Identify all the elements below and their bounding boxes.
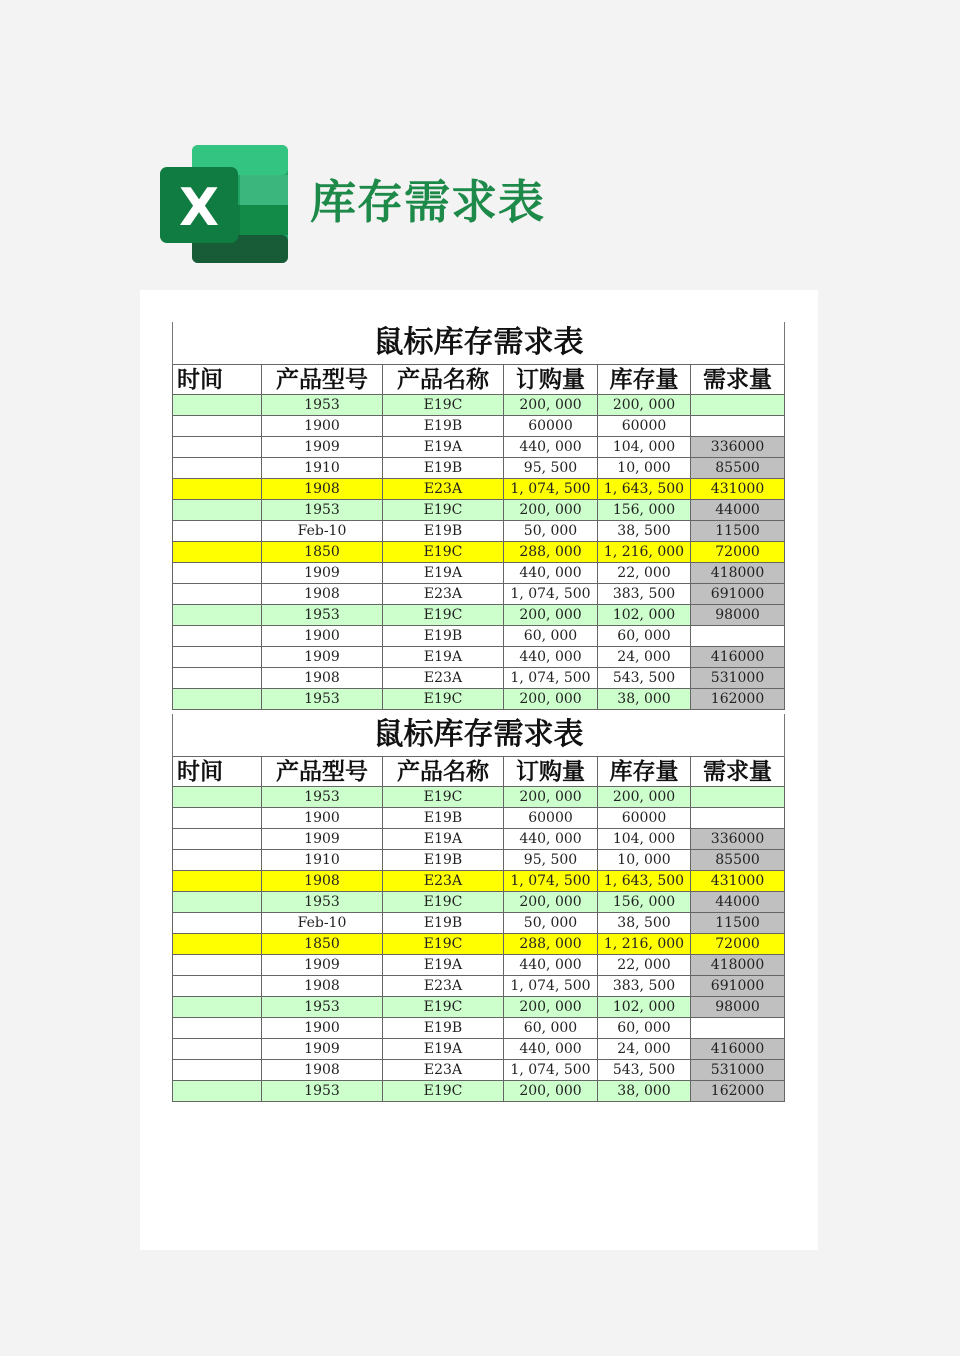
table-row [173,626,785,647]
page-heading: 库存需求表 [310,175,545,229]
demand-table [172,322,785,710]
cell-stock-qty: 543, 500 [598,668,691,689]
table-row [173,605,785,626]
cell-model: 1908 [262,668,383,689]
cell-time [173,626,262,647]
cell-model: 1909 [262,955,383,976]
cell-demand-qty: 418000 [691,955,785,976]
cell-time [173,689,262,710]
cell-model: 1909 [262,563,383,584]
cell-time [173,521,262,542]
cell-time [173,1039,262,1060]
cell-stock-qty: 38, 000 [598,1081,691,1102]
cell-model: 1908 [262,584,383,605]
table-title: 鼠标库存需求表 [173,714,785,757]
cell-demand-qty [691,395,785,416]
cell-product-name: E19C [383,605,504,626]
cell-model: 1900 [262,1018,383,1039]
cell-stock-qty: 22, 000 [598,955,691,976]
cell-model: 1953 [262,395,383,416]
cell-demand-qty: 72000 [691,542,785,563]
cell-stock-qty: 156, 000 [598,500,691,521]
cell-order-qty: 60000 [504,416,598,437]
table-row [173,808,785,829]
cell-demand-qty: 98000 [691,605,785,626]
cell-stock-qty: 1, 216, 000 [598,934,691,955]
cell-model: 1910 [262,850,383,871]
cell-time [173,829,262,850]
cell-order-qty: 95, 500 [504,458,598,479]
cell-demand-qty: 691000 [691,976,785,997]
cell-time [173,934,262,955]
cell-stock-qty: 383, 500 [598,584,691,605]
cell-model: 1909 [262,437,383,458]
table-row [173,521,785,542]
table-row [173,416,785,437]
table-row [173,395,785,416]
cell-order-qty: 60, 000 [504,626,598,647]
table-row [173,829,785,850]
cell-order-qty: 440, 000 [504,955,598,976]
table-row [173,647,785,668]
cell-model: Feb-10 [262,521,383,542]
cell-model: 1953 [262,787,383,808]
cell-stock-qty: 1, 643, 500 [598,479,691,500]
cell-stock-qty: 383, 500 [598,976,691,997]
column-header-order-qty: 订购量 [504,365,598,395]
cell-stock-qty: 38, 000 [598,689,691,710]
cell-demand-qty: 531000 [691,668,785,689]
cell-stock-qty: 200, 000 [598,395,691,416]
cell-demand-qty: 162000 [691,689,785,710]
cell-demand-qty: 72000 [691,934,785,955]
cell-demand-qty: 531000 [691,1060,785,1081]
table-row [173,689,785,710]
table-row [173,787,785,808]
cell-order-qty: 200, 000 [504,1081,598,1102]
cell-product-name: E19B [383,913,504,934]
cell-stock-qty: 104, 000 [598,437,691,458]
cell-order-qty: 440, 000 [504,437,598,458]
cell-product-name: E19C [383,934,504,955]
cell-time [173,808,262,829]
cell-time [173,1060,262,1081]
cell-product-name: E19B [383,458,504,479]
cell-time [173,668,262,689]
cell-demand-qty: 336000 [691,829,785,850]
cell-model: 1953 [262,892,383,913]
cell-order-qty: 440, 000 [504,647,598,668]
cell-demand-qty [691,808,785,829]
cell-stock-qty: 38, 500 [598,913,691,934]
table-row [173,479,785,500]
column-header-time: 时间 [173,365,262,395]
cell-model: 1900 [262,416,383,437]
cell-product-name: E19B [383,1018,504,1039]
inventory-table-1 [172,322,784,710]
table-row [173,892,785,913]
cell-product-name: E23A [383,479,504,500]
cell-order-qty: 1, 074, 500 [504,668,598,689]
cell-time [173,479,262,500]
cell-demand-qty: 336000 [691,437,785,458]
column-header-model: 产品型号 [262,365,383,395]
cell-product-name: E23A [383,668,504,689]
cell-demand-qty: 691000 [691,584,785,605]
cell-model: 1908 [262,1060,383,1081]
cell-model: 1900 [262,626,383,647]
cell-stock-qty: 102, 000 [598,605,691,626]
cell-time [173,1081,262,1102]
cell-time [173,437,262,458]
table-row [173,850,785,871]
cell-order-qty: 1, 074, 500 [504,976,598,997]
cell-stock-qty: 60, 000 [598,1018,691,1039]
column-header-stock-qty: 库存量 [598,365,691,395]
table-row [173,584,785,605]
cell-demand-qty [691,626,785,647]
cell-product-name: E19A [383,647,504,668]
table-row [173,437,785,458]
cell-product-name: E19C [383,892,504,913]
cell-order-qty: 200, 000 [504,892,598,913]
cell-order-qty: 200, 000 [504,395,598,416]
cell-product-name: E19C [383,542,504,563]
cell-model: 1953 [262,500,383,521]
table-row [173,997,785,1018]
cell-time [173,542,262,563]
cell-order-qty: 1, 074, 500 [504,584,598,605]
cell-demand-qty: 418000 [691,563,785,584]
column-header-demand-qty: 需求量 [691,757,785,787]
cell-time [173,584,262,605]
cell-model: 1908 [262,871,383,892]
cell-product-name: E19C [383,395,504,416]
cell-time [173,416,262,437]
column-header-time: 时间 [173,757,262,787]
cell-model: Feb-10 [262,913,383,934]
table-row [173,458,785,479]
cell-product-name: E23A [383,871,504,892]
cell-time [173,1018,262,1039]
cell-product-name: E19C [383,787,504,808]
column-header-product-name: 产品名称 [383,757,504,787]
cell-model: 1908 [262,479,383,500]
cell-demand-qty: 11500 [691,521,785,542]
cell-demand-qty: 85500 [691,458,785,479]
cell-product-name: E19B [383,521,504,542]
cell-time [173,500,262,521]
table-row [173,913,785,934]
cell-demand-qty [691,1018,785,1039]
cell-stock-qty: 60000 [598,808,691,829]
cell-order-qty: 1, 074, 500 [504,871,598,892]
cell-product-name: E19B [383,626,504,647]
cell-stock-qty: 24, 000 [598,647,691,668]
cell-order-qty: 440, 000 [504,563,598,584]
cell-time [173,605,262,626]
table-row [173,1060,785,1081]
cell-stock-qty: 10, 000 [598,458,691,479]
inventory-table-2 [172,714,784,1102]
cell-product-name: E19A [383,955,504,976]
column-header-stock-qty: 库存量 [598,757,691,787]
table-row [173,1018,785,1039]
cell-time [173,787,262,808]
table-row [173,976,785,997]
cell-time [173,458,262,479]
cell-demand-qty: 416000 [691,647,785,668]
table-row [173,542,785,563]
cell-demand-qty: 11500 [691,913,785,934]
cell-product-name: E19B [383,416,504,437]
cell-product-name: E19C [383,689,504,710]
cell-stock-qty: 24, 000 [598,1039,691,1060]
cell-model: 1909 [262,1039,383,1060]
cell-product-name: E19B [383,808,504,829]
cell-time [173,850,262,871]
cell-model: 1908 [262,976,383,997]
table-row [173,955,785,976]
cell-model: 1850 [262,934,383,955]
cell-demand-qty: 431000 [691,479,785,500]
cell-order-qty: 288, 000 [504,542,598,563]
table-row [173,500,785,521]
cell-time [173,563,262,584]
cell-stock-qty: 543, 500 [598,1060,691,1081]
cell-model: 1850 [262,542,383,563]
cell-time [173,647,262,668]
cell-demand-qty: 85500 [691,850,785,871]
cell-time [173,976,262,997]
cell-stock-qty: 10, 000 [598,850,691,871]
cell-product-name: E23A [383,584,504,605]
table-row [173,668,785,689]
cell-model: 1953 [262,605,383,626]
cell-stock-qty: 156, 000 [598,892,691,913]
cell-product-name: E19C [383,500,504,521]
table-row [173,1081,785,1102]
cell-demand-qty: 44000 [691,892,785,913]
cell-stock-qty: 102, 000 [598,997,691,1018]
excel-logo-icon [160,145,290,263]
column-header-model: 产品型号 [262,757,383,787]
cell-time [173,892,262,913]
cell-order-qty: 1, 074, 500 [504,479,598,500]
cell-demand-qty: 431000 [691,871,785,892]
cell-order-qty: 440, 000 [504,1039,598,1060]
cell-order-qty: 1, 074, 500 [504,1060,598,1081]
table-row [173,871,785,892]
demand-table [172,714,785,1102]
cell-demand-qty: 416000 [691,1039,785,1060]
table-row [173,563,785,584]
cell-time [173,997,262,1018]
cell-demand-qty: 98000 [691,997,785,1018]
cell-product-name: E19A [383,563,504,584]
cell-model: 1953 [262,689,383,710]
cell-order-qty: 50, 000 [504,913,598,934]
cell-demand-qty: 44000 [691,500,785,521]
svg-text:X: X [178,178,220,238]
cell-stock-qty: 104, 000 [598,829,691,850]
cell-product-name: E19C [383,1081,504,1102]
cell-product-name: E19A [383,1039,504,1060]
table-row [173,934,785,955]
cell-model: 1953 [262,1081,383,1102]
cell-model: 1910 [262,458,383,479]
cell-order-qty: 200, 000 [504,997,598,1018]
cell-time [173,871,262,892]
cell-stock-qty: 60, 000 [598,626,691,647]
cell-order-qty: 200, 000 [504,787,598,808]
cell-model: 1909 [262,829,383,850]
cell-product-name: E19B [383,850,504,871]
cell-product-name: E23A [383,1060,504,1081]
column-header-order-qty: 订购量 [504,757,598,787]
cell-demand-qty [691,416,785,437]
cell-time [173,955,262,976]
cell-stock-qty: 60000 [598,416,691,437]
cell-time [173,913,262,934]
cell-demand-qty [691,787,785,808]
cell-model: 1953 [262,997,383,1018]
cell-order-qty: 200, 000 [504,500,598,521]
cell-model: 1909 [262,647,383,668]
table-title: 鼠标库存需求表 [173,322,785,365]
cell-order-qty: 288, 000 [504,934,598,955]
cell-stock-qty: 38, 500 [598,521,691,542]
cell-stock-qty: 200, 000 [598,787,691,808]
cell-time [173,395,262,416]
cell-order-qty: 60000 [504,808,598,829]
cell-stock-qty: 1, 643, 500 [598,871,691,892]
cell-demand-qty: 162000 [691,1081,785,1102]
cell-order-qty: 200, 000 [504,605,598,626]
cell-product-name: E19C [383,997,504,1018]
cell-model: 1900 [262,808,383,829]
table-row [173,1039,785,1060]
column-header-demand-qty: 需求量 [691,365,785,395]
cell-order-qty: 200, 000 [504,689,598,710]
cell-product-name: E19A [383,829,504,850]
column-header-product-name: 产品名称 [383,365,504,395]
cell-order-qty: 50, 000 [504,521,598,542]
cell-order-qty: 440, 000 [504,829,598,850]
cell-order-qty: 60, 000 [504,1018,598,1039]
cell-product-name: E19A [383,437,504,458]
cell-order-qty: 95, 500 [504,850,598,871]
cell-stock-qty: 1, 216, 000 [598,542,691,563]
cell-product-name: E23A [383,976,504,997]
cell-stock-qty: 22, 000 [598,563,691,584]
